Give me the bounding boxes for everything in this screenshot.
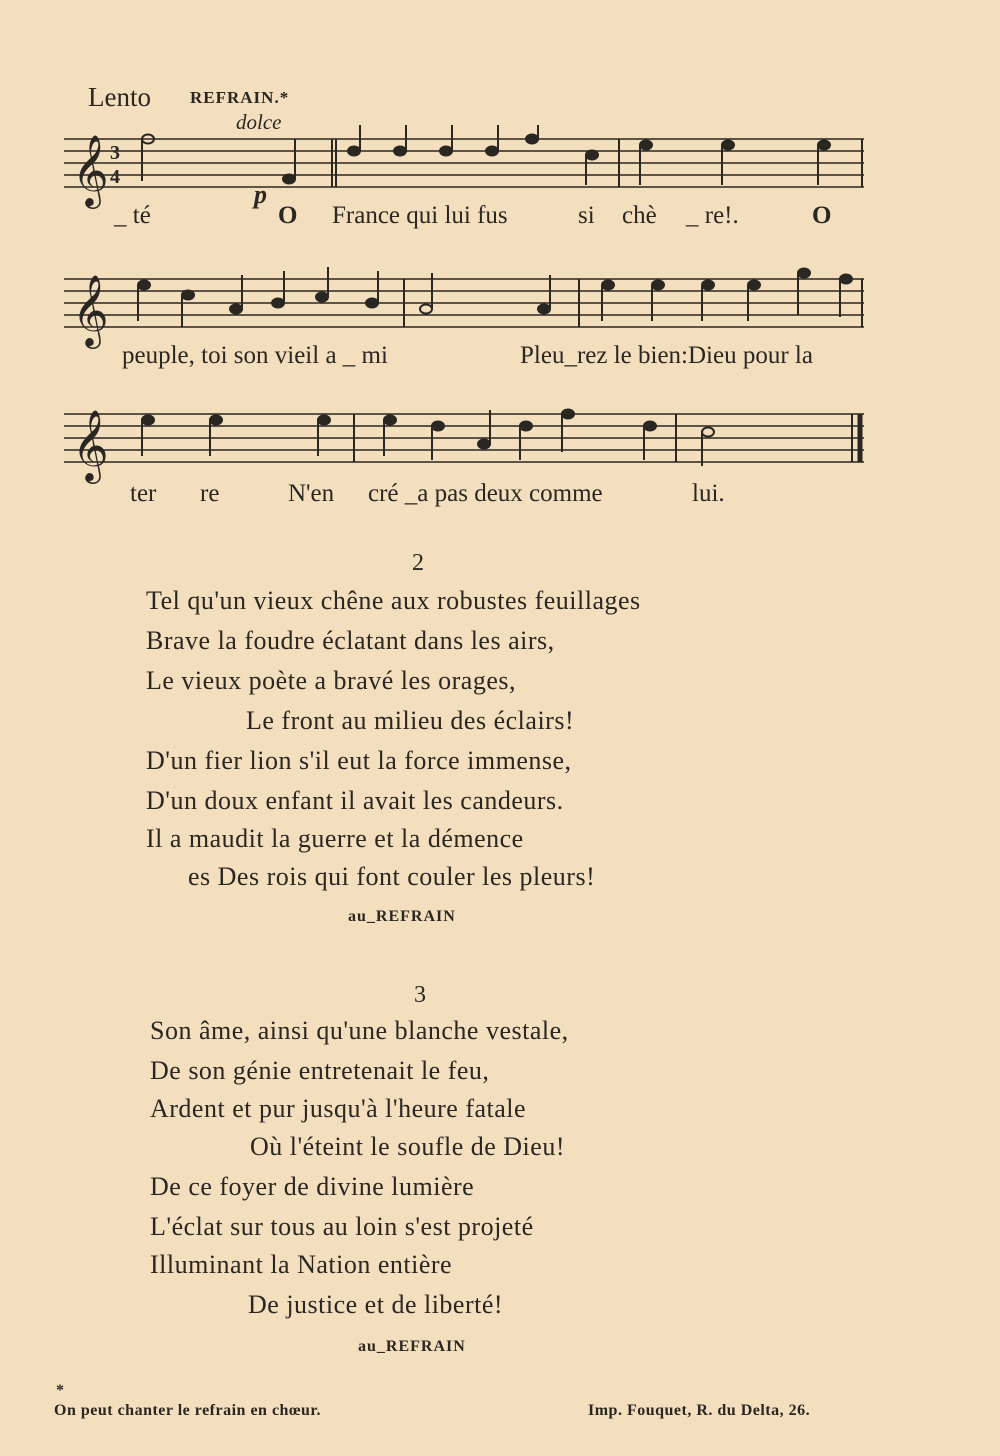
lyric-syllable: O — [812, 202, 832, 229]
svg-text:𝄞: 𝄞 — [72, 133, 109, 206]
verse-line: D'un fier lion s'il eut la force immense, — [146, 746, 572, 775]
verse-line: Il a maudit la guerre et la démence — [146, 824, 524, 853]
svg-text:𝄞: 𝄞 — [72, 408, 109, 481]
lyric-syllable: cré _a pas deux comme — [368, 480, 603, 507]
lyric-syllable: O — [278, 202, 298, 229]
verse-line: es Des rois qui font couler les pleurs! — [188, 862, 596, 891]
verse-line: D'un doux enfant il avait les candeurs. — [146, 786, 564, 815]
tempo-marking: Lento — [88, 82, 151, 112]
note-heads — [138, 267, 852, 327]
footnote-text: On peut chanter le refrain en chœur. — [54, 1402, 322, 1419]
verse-line: Brave la foudre éclatant dans les airs, — [146, 626, 555, 655]
section-heading: REFRAIN.* — [190, 88, 290, 107]
time-signature — [110, 142, 120, 188]
lyric-syllable: re — [200, 480, 220, 507]
lyric-syllable: ter — [130, 480, 157, 507]
svg-text:4: 4 — [110, 166, 120, 188]
verse-line: De justice et de liberté! — [248, 1290, 504, 1319]
lyric-syllable: chè — [622, 202, 657, 229]
treble-clef-icon — [72, 408, 109, 484]
dynamic-marking: p — [254, 180, 267, 209]
lyric-syllable: lui. — [692, 480, 725, 507]
refrain-cue: au_REFRAIN — [358, 1338, 466, 1355]
treble-clef-icon — [72, 133, 109, 209]
verse-line: De ce foyer de divine lumière — [150, 1172, 475, 1201]
lyric-syllable: _ re!. — [686, 202, 739, 229]
expression-marking: dolce — [236, 110, 282, 134]
verse-line: Son âme, ainsi qu'une blanche vestale, — [150, 1016, 569, 1045]
treble-clef-icon — [72, 273, 109, 349]
svg-text:𝄞: 𝄞 — [72, 273, 109, 346]
verse-line: Illuminant la Nation entière — [150, 1250, 453, 1279]
lyric-line: Pleu_rez le bien:Dieu pour la — [520, 342, 813, 369]
verse-number: 3 — [414, 982, 426, 1008]
lyric-line: peuple, toi son vieil a _ mi — [122, 342, 388, 369]
svg-text:3: 3 — [110, 142, 120, 164]
lyric-syllable: _ té — [114, 202, 151, 229]
staff-lines — [64, 139, 864, 187]
verse-line: Où l'éteint le soufle de Dieu! — [250, 1132, 565, 1161]
refrain-cue: au_REFRAIN — [348, 908, 456, 925]
verse-line: L'éclat sur tous au loin s'est projeté — [150, 1212, 534, 1241]
lyric-syllable: France qui lui fus — [332, 202, 508, 229]
lyric-syllable: si — [578, 202, 595, 229]
printer-credit: Imp. Fouquet, R. du Delta, 26. — [588, 1402, 811, 1419]
verse-number: 2 — [412, 550, 424, 576]
footnote-marker: * — [56, 1382, 65, 1399]
lyric-syllable: N'en — [288, 480, 335, 507]
verse-line: Le vieux poète a bravé les orages, — [146, 666, 517, 695]
verse-line: Tel qu'un vieux chêne aux robustes feuillages — [146, 586, 641, 615]
verse-line: Ardent et pur jusqu'à l'heure fatale — [150, 1094, 527, 1123]
verse-line: Le front au milieu des éclairs! — [246, 706, 575, 735]
note-heads — [142, 125, 830, 185]
verse-line: De son génie entretenait le feu, — [150, 1056, 490, 1085]
